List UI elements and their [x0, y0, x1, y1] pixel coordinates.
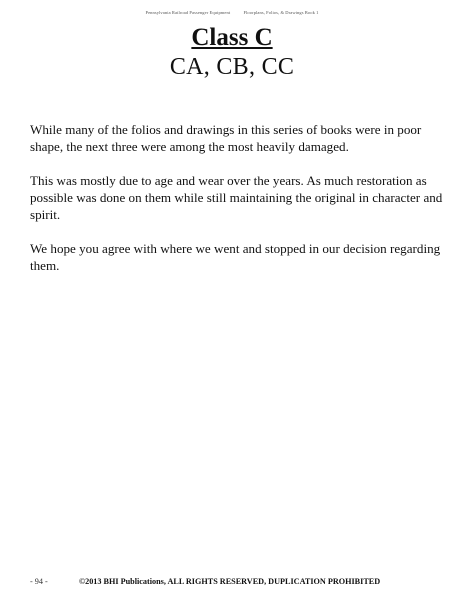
paragraph: While many of the folios and drawings in this series of books were in poor shape, the next three were among the most heavily damaged. [30, 122, 422, 154]
body-text [30, 121, 450, 291]
paragraph: This was mostly due to age and wear over the years. As much restoration as possible was done on them while still maintaining the original in character and spirit. [30, 173, 443, 222]
running-header-subtitle: Floorplans, Folios, & Drawings Book 1 [243, 10, 319, 15]
copyright-notice: ©2013 BHI Publications, ALL RIGHTS RESERVED, DUPLICATION PROHIBITED [79, 577, 381, 586]
page-subtitle: CA, CB, CC [169, 54, 295, 80]
page-number: - 94 - [30, 577, 48, 586]
running-header [0, 10, 464, 15]
running-header-book-title: Pennsylvania Railroad Passenger Equipment [145, 10, 231, 15]
paragraph: We hope you agree with where we went and stopped in our decision regarding them. [30, 241, 441, 273]
page-title: Class C [191, 24, 273, 51]
